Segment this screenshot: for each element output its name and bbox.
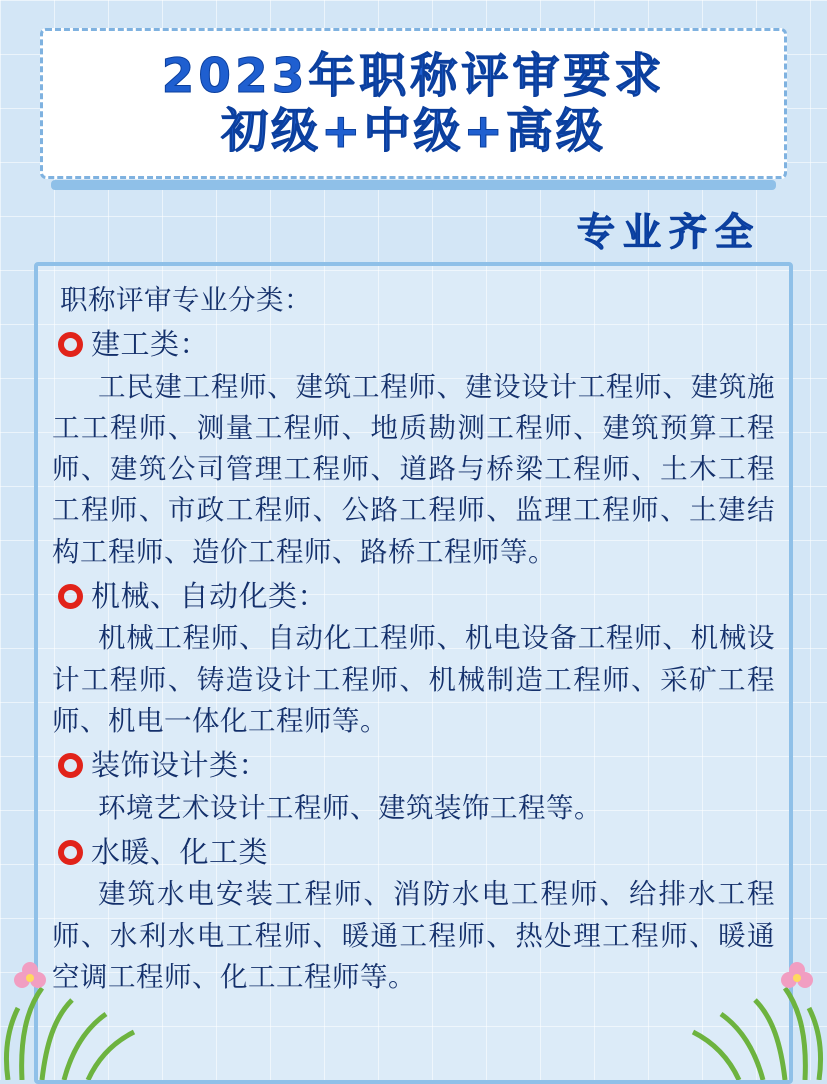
title-underline bbox=[51, 180, 776, 190]
category-body-decoration: 环境艺术设计工程师、建筑装饰工程等。 bbox=[98, 791, 602, 824]
category-label: 建工类： bbox=[91, 327, 210, 362]
category-heading-plumbing bbox=[58, 831, 775, 875]
title-card bbox=[40, 28, 787, 179]
content-lead: 职称评审专业分类： bbox=[60, 283, 312, 316]
category-label: 水暖、化工类 bbox=[91, 834, 269, 869]
poster-title-line2: 初级+中级+高级 bbox=[221, 104, 606, 160]
category-heading-decoration bbox=[58, 744, 775, 788]
category-body-machinery: 机械工程师、自动化工程师、机电设备工程师、机械设计工程师、铸造设计工程师、机械制造工程师、采矿工程师、机电一体化工程师等。 bbox=[52, 622, 775, 737]
category-body-plumbing: 建筑水电安装工程师、消防水电工程师、给排水工程师、水利水电工程师、暖通工程师、热处理工程师、暖通空调工程师、化工工程师等。 bbox=[52, 878, 775, 993]
category-heading-machinery bbox=[58, 575, 775, 619]
category-body-construction: 工民建工程师、建筑工程师、建设设计工程师、建筑施工工程师、测量工程师、地质勘测工程师、建筑预算工程师、建筑公司管理工程师、道路与桥梁工程师、土木工程工程师、市政工程师、公路工程师、监理工程师、土建结构工程师、造价工程师、路桥工程师等。 bbox=[52, 370, 775, 568]
poster-subtitle: 专业齐全 bbox=[576, 209, 761, 254]
subtitle-row bbox=[22, 201, 789, 256]
red-ring-bullet-icon bbox=[58, 840, 83, 865]
category-label: 装饰设计类： bbox=[91, 748, 269, 783]
red-ring-bullet-icon bbox=[58, 332, 83, 357]
poster-title-line1: 2023年职称评审要求 bbox=[161, 49, 666, 104]
category-heading-construction bbox=[58, 323, 775, 367]
red-ring-bullet-icon bbox=[58, 584, 83, 609]
red-ring-bullet-icon bbox=[58, 753, 83, 778]
category-label: 机械、自动化类： bbox=[91, 578, 328, 613]
content-card bbox=[34, 262, 793, 1084]
content-body bbox=[52, 280, 775, 998]
